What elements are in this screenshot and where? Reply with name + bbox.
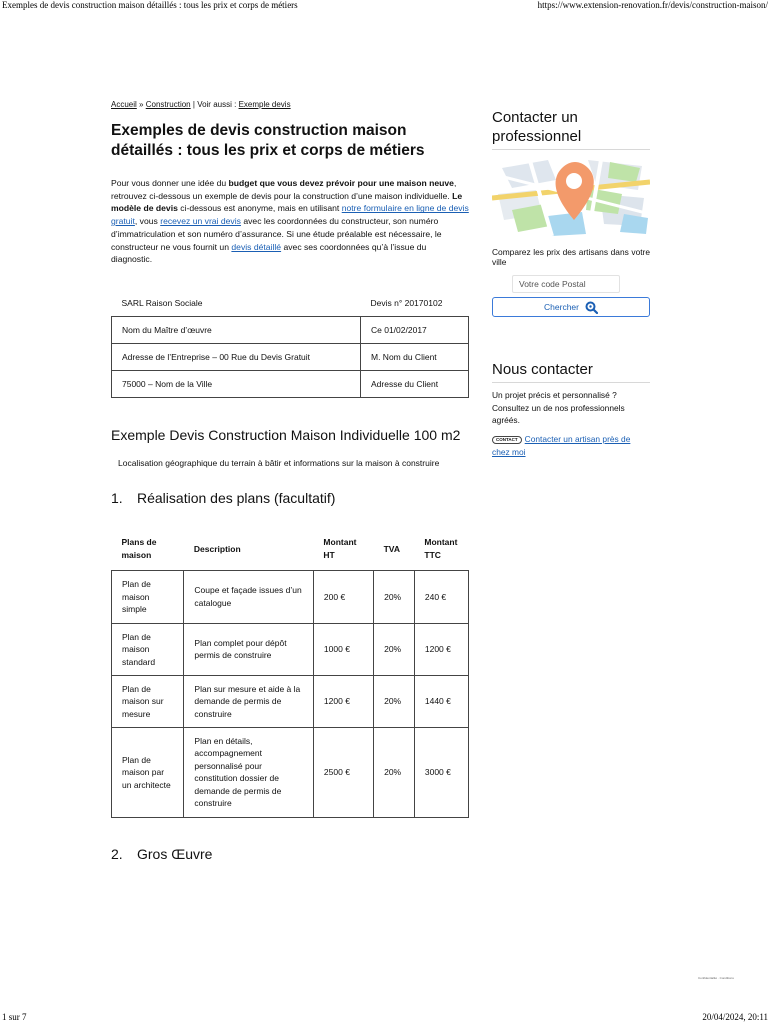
contact-badge: CONTACT — [492, 436, 522, 444]
contact-artisan-line — [492, 433, 650, 458]
table-header-row — [112, 528, 469, 571]
print-header-url: https://www.extension-renovation.fr/devis/construction-maison/ — [537, 0, 768, 10]
table-cell: Plan de maison sur mesure — [112, 675, 184, 727]
city-cell: 75000 – Nom de la Ville — [112, 370, 361, 397]
intro-text: avec les coordonnées du constructeur, son numéro d’immatriculation et son numéro d’assurance. Si une étude préalable est nécessaire, le constructeur ne vous fournit un — [111, 216, 442, 252]
step-number: 2. — [111, 845, 123, 862]
quote-info-table — [111, 290, 469, 398]
free-quote-form-link[interactable]: notre formulaire en ligne de devis gratuit — [111, 203, 469, 227]
table-cell: 1200 € — [313, 675, 373, 727]
step-2-heading — [111, 846, 469, 862]
table-cell: 20% — [374, 727, 415, 817]
intro-text: Pour vous donner une idée du — [111, 178, 229, 188]
print-header-title: Exemples de devis construction maison détaillés : tous les prix et corps de métiers — [2, 0, 298, 10]
column-header: Montant TTC — [424, 537, 458, 560]
compare-text: Comparez les prix des artisans dans votre ville — [492, 247, 650, 267]
table-row — [112, 570, 469, 623]
table-row — [112, 316, 469, 343]
breadcrumb-related-link[interactable]: Exemple devis — [238, 100, 291, 109]
nous-contacter-title: Nous contacter — [492, 360, 650, 383]
table-cell: 1440 € — [414, 675, 468, 727]
company-name-cell: SARL Raison Sociale — [121, 297, 203, 308]
table-cell: Plan de maison par un architecte — [112, 727, 184, 817]
table-row — [112, 370, 469, 397]
search-button-label: Chercher — [544, 302, 579, 312]
table-cell: Plan en détails, accompagnement personnalisé pour constitution dossier de demande de permis de construire — [184, 727, 314, 817]
table-cell: 1000 € — [313, 623, 373, 675]
table-cell: 3000 € — [414, 727, 468, 817]
company-address-cell: Adresse de l’Entreprise – 00 Rue du Devis Gratuit — [112, 343, 361, 370]
table-row — [112, 623, 469, 675]
table-cell: Plan complet pour dépôt permis de construire — [184, 623, 314, 675]
table-cell: Plan de maison simple — [112, 570, 184, 623]
intro-text: avec ses coordonnées qu’à l’issue du diagnostic. — [111, 241, 427, 265]
step-label: Gros Œuvre — [137, 845, 213, 862]
real-quote-link[interactable]: recevez un vrai devis — [160, 216, 241, 227]
print-datetime: 20/04/2024, 20:11 — [702, 1012, 768, 1022]
section-title: Exemple Devis Construction Maison Individuelle 100 m2 — [111, 426, 461, 443]
table-row — [112, 675, 469, 727]
plans-price-table — [111, 528, 469, 818]
corner-note: Confidentialité · Conditions — [698, 976, 734, 980]
client-address-cell: Adresse du Client — [361, 370, 469, 397]
contact-artisan-link[interactable]: Contacter un artisan près de chez moi — [492, 434, 631, 457]
sidebar-contact-pro — [492, 108, 650, 317]
project-text: Un projet précis et personnalisé ? Consultez un de nos professionnels agréés. — [492, 390, 625, 426]
intro-bold-modele: Le modèle de devis — [111, 190, 463, 214]
breadcrumb-construction-link[interactable]: Construction — [145, 100, 191, 109]
table-cell: 20% — [374, 623, 415, 675]
table-row — [112, 290, 469, 317]
quote-date-cell: Ce 01/02/2017 — [361, 316, 469, 343]
column-header: Montant HT — [323, 537, 357, 560]
table-cell: 240 € — [414, 570, 468, 623]
quote-number-cell: Devis n° 20170102 — [370, 297, 443, 308]
intro-paragraph — [111, 177, 469, 266]
client-name-cell: M. Nom du Client — [361, 343, 469, 370]
table-cell: Coupe et façade issues d’un catalogue — [184, 570, 314, 623]
column-header: Description — [193, 543, 241, 554]
step-number: 1. — [111, 489, 123, 506]
breadcrumb-home-link[interactable]: Accueil — [111, 100, 137, 109]
table-cell: 20% — [374, 675, 415, 727]
table-row — [112, 343, 469, 370]
step-1-heading — [111, 490, 469, 506]
table-cell: 1200 € — [414, 623, 468, 675]
breadcrumb — [111, 100, 469, 109]
breadcrumb-separator: » — [139, 100, 144, 109]
step-label: Réalisation des plans (facultatif) — [137, 489, 336, 506]
map-pin-icon — [492, 154, 650, 236]
table-cell: 2500 € — [313, 727, 373, 817]
page-title: Exemples de devis construction maison détaillés : tous les prix et corps de métiers — [111, 122, 425, 159]
breadcrumb-see-also: Voir aussi : — [197, 100, 237, 109]
detailed-quote-link[interactable]: devis détaillé — [231, 241, 282, 252]
table-cell: 200 € — [313, 570, 373, 623]
sidebar-nous-contacter — [492, 360, 650, 459]
column-header: Plans de maison — [121, 537, 157, 560]
postal-code-input[interactable] — [512, 275, 620, 293]
table-cell: Plan sur mesure et aide à la demande de permis de construire — [184, 675, 314, 727]
page-count: 1 sur 7 — [2, 1012, 27, 1022]
breadcrumb-pipe: | — [192, 100, 195, 109]
table-row — [112, 727, 469, 817]
intro-text: , retrouvez ci-dessous un exemple de devis pour la construction d’une maison individuelle. — [111, 178, 457, 201]
search-icon — [585, 301, 598, 314]
column-header: TVA — [383, 543, 400, 554]
location-text: Localisation géographique du terrain à bâtir et informations sur la maison à construire — [118, 457, 440, 468]
intro-bold-budget: budget que vous devez prévoir pour une maison neuve — [228, 178, 454, 188]
contact-pro-title: Contacter un professionnel — [492, 108, 650, 150]
search-button[interactable] — [492, 297, 650, 317]
intro-text: ci-dessous est anonyme, mais en utilisant — [177, 203, 342, 214]
print-header — [0, 0, 768, 12]
print-footer — [0, 1012, 768, 1024]
intro-text: , vous — [134, 216, 161, 227]
table-cell: Plan de maison standard — [112, 623, 184, 675]
main-content — [111, 100, 469, 884]
architect-name-cell: Nom du Maître d’œuvre — [112, 316, 361, 343]
table-cell: 20% — [374, 570, 415, 623]
